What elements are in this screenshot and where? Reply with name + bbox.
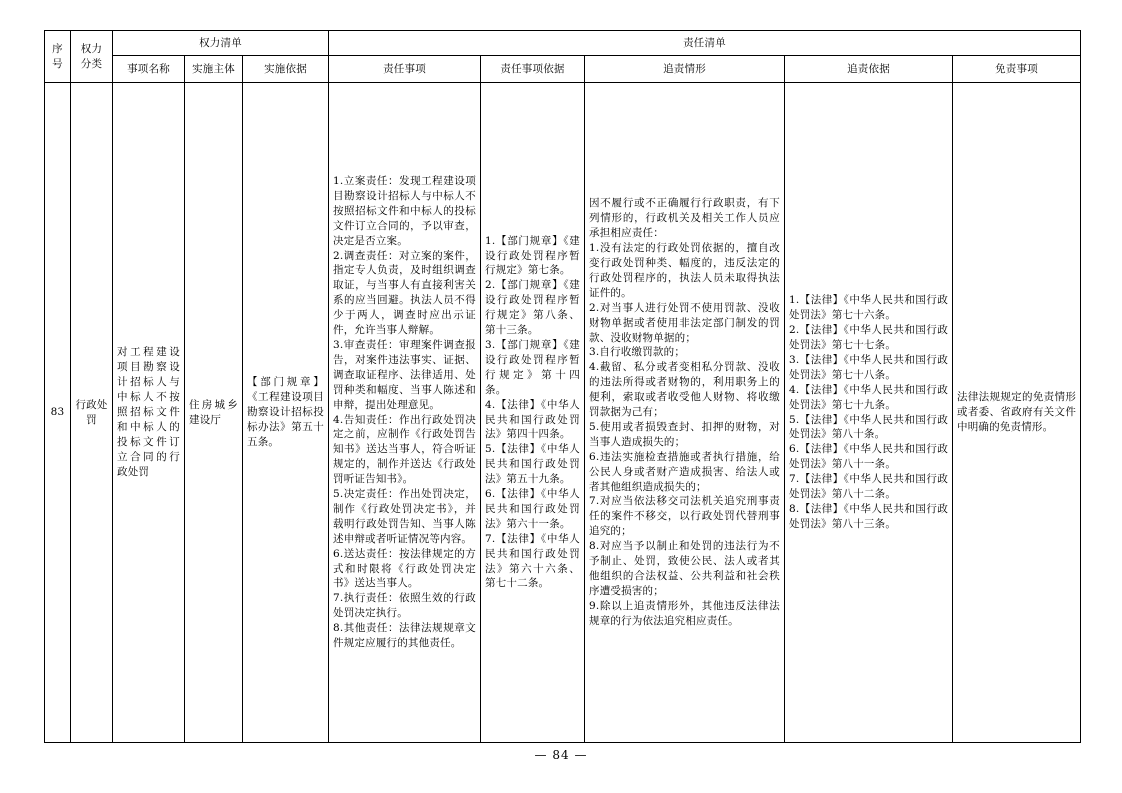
header-accountability-basis: 追责依据 bbox=[785, 56, 953, 83]
cell-seq: 83 bbox=[45, 83, 71, 743]
accountability-item: 7.对应当依法移交司法机关追究刑事责任的案件不移交，以行政处罚代替刑事追究的； bbox=[589, 495, 781, 538]
power-duty-list-table bbox=[44, 30, 1081, 743]
duty-basis-item: 3.【部门规章】《建设行政处罚程序暂行规定》第十四条。 bbox=[485, 338, 581, 396]
header-group-power-list: 权力清单 bbox=[113, 31, 329, 56]
cell-exemption: 法律法规规定的免责情形或者委、省政府有关文件中明确的免责情形。 bbox=[953, 83, 1081, 743]
accountability-item: 4.截留、私分或者变相私分罚款、没收的违法所得或者财物的，利用职务上的便利，索取或者收受他人财物、将收缴罚款据为己有； bbox=[589, 361, 781, 419]
header-subject: 实施主体 bbox=[185, 56, 243, 83]
cell-power-category: 行政处罚 bbox=[71, 83, 113, 743]
header-item-name: 事项名称 bbox=[113, 56, 185, 83]
duty-item: 3.审查责任：审理案件调查报告，对案件违法事实、证据、调查取证程序、法律适用、处罚种类和幅度、当事人陈述和申辩，提出处理意见。 bbox=[333, 338, 477, 411]
table-header-row-sub bbox=[45, 56, 1081, 83]
duty-basis-item: 4.【法律】《中华人民共和国行政处罚法》第四十四条。 bbox=[485, 398, 581, 441]
cell-duty-basis bbox=[481, 83, 585, 743]
accountability-basis-item: 1.【法律】《中华人民共和国行政处罚法》第七十六条。 bbox=[789, 294, 949, 322]
duty-basis-item: 7.【法律】《中华人民共和国行政处罚法》第六十六条、第七十二条。 bbox=[485, 532, 581, 590]
accountability-intro: 因不履行或不正确履行行政职责，有下列情形的，行政机关及相关工作人员应承担相应责任： bbox=[589, 197, 781, 240]
accountability-item: 9.除以上追责情形外，其他违反法律法规章的行为依法追究相应责任。 bbox=[589, 599, 781, 627]
cell-basis: 【部门规章】《工程建设项目勘察设计招标投标办法》第五十五条。 bbox=[243, 83, 329, 743]
accountability-item: 5.使用或者损毁查封、扣押的财物，对当事人造成损失的； bbox=[589, 420, 781, 448]
header-group-duty-list: 责任清单 bbox=[329, 31, 1081, 56]
cell-accountability-situation bbox=[585, 83, 785, 743]
header-basis: 实施依据 bbox=[243, 56, 329, 83]
table-row bbox=[45, 83, 1081, 743]
duty-item: 2.调查责任：对立案的案件，指定专人负责，及时组织调查取证，与当事人有直接利害关系的应当回避。执法人员不得少于两人，调查时应出示证件，允许当事人辩解。 bbox=[333, 249, 477, 337]
accountability-item: 2.对当事人进行处罚不使用罚款、没收财物单据或者使用非法定部门制发的罚款、没收财物单据的； bbox=[589, 301, 781, 344]
table-header-row-top bbox=[45, 31, 1081, 56]
accountability-basis-item: 7.【法律】《中华人民共和国行政处罚法》第八十二条。 bbox=[789, 473, 949, 501]
accountability-basis-item: 6.【法律】《中华人民共和国行政处罚法》第八十一条。 bbox=[789, 443, 949, 471]
header-seq: 序 号 bbox=[45, 31, 71, 83]
header-duty-basis: 责任事项依据 bbox=[481, 56, 585, 83]
duty-basis-item: 2.【部门规章】《建设行政处罚程序暂行规定》第八条、第十三条。 bbox=[485, 279, 581, 337]
duty-item: 8.其他责任：法律法规规章文件规定应履行的其他责任。 bbox=[333, 622, 477, 650]
accountability-basis-item: 2.【法律】《中华人民共和国行政处罚法》第七十七条。 bbox=[789, 324, 949, 351]
duty-basis-item: 6.【法律】《中华人民共和国行政处罚法》第六十一条。 bbox=[485, 488, 581, 530]
accountability-item: 1.没有法定的行政处罚依据的，擅自改变行政处罚种类、幅度的，违反法定的行政处罚程序的，执法人员未取得执法证件的。 bbox=[589, 242, 781, 299]
page-footer: — 84 — bbox=[534, 748, 588, 762]
header-exemption: 免责事项 bbox=[953, 56, 1081, 83]
duty-basis-item: 5.【法律】《中华人民共和国行政处罚法》第五十九条。 bbox=[485, 443, 581, 486]
accountability-basis-item: 8.【法律】《中华人民共和国行政处罚法》第八十三条。 bbox=[789, 502, 949, 530]
cell-accountability-basis bbox=[785, 83, 953, 743]
duty-basis-item: 1.【部门规章】《建设行政处罚程序暂行规定》第七条。 bbox=[485, 234, 581, 277]
duty-item: 5.决定责任：作出处罚决定，制作《行政处罚决定书》，并载明行政处罚告知、当事人陈述申辩或者听证情况等内容。 bbox=[333, 488, 477, 545]
accountability-basis-item: 5.【法律】《中华人民共和国行政处罚法》第八十条。 bbox=[789, 413, 949, 441]
accountability-item: 6.违法实施检查措施或者执行措施，给公民人身或者财产造成损害、给法人或者其他组织造成损失的； bbox=[589, 450, 781, 493]
header-accountability-situation: 追责情形 bbox=[585, 56, 785, 83]
header-power-category: 权力 分类 bbox=[71, 31, 113, 83]
accountability-item: 3.自行收缴罚款的； bbox=[589, 346, 686, 359]
duty-item: 1.立案责任：发现工程建设项目勘察设计招标人与中标人不按照招标文件和中标人的投标文件订立合同的，予以审查，决定是否立案。 bbox=[333, 175, 477, 247]
accountability-item: 8.对应当予以制止和处罚的违法行为不予制止、处罚，致使公民、法人或者其他组织的合法权益、公共利益和社会秩序遭受损害的； bbox=[589, 540, 781, 597]
duty-item: 6.送达责任：按法律规定的方式和时限将《行政处罚决定书》送达当事人。 bbox=[333, 547, 477, 590]
duty-item: 7.执行责任：依照生效的行政处罚决定执行。 bbox=[333, 592, 477, 620]
cell-subject: 住房城乡建设厅 bbox=[185, 83, 243, 743]
cell-item-name: 对工程建设项目勘察设计招标人与中标人不按照招标文件和中标人的投标文件订立合同的行政处罚 bbox=[113, 83, 185, 743]
accountability-basis-item: 3.【法律】《中华人民共和国行政处罚法》第七十八条。 bbox=[789, 353, 949, 381]
accountability-basis-item: 4.【法律】《中华人民共和国行政处罚法》第七十九条。 bbox=[789, 383, 949, 411]
header-duty-items: 责任事项 bbox=[329, 56, 481, 83]
duty-item: 4.告知责任：作出行政处罚决定之前，应制作《行政处罚告知书》送达当事人，符合听证规定的，制作并送达《行政处罚听证告知书》。 bbox=[333, 413, 477, 486]
cell-duty-items bbox=[329, 83, 481, 743]
